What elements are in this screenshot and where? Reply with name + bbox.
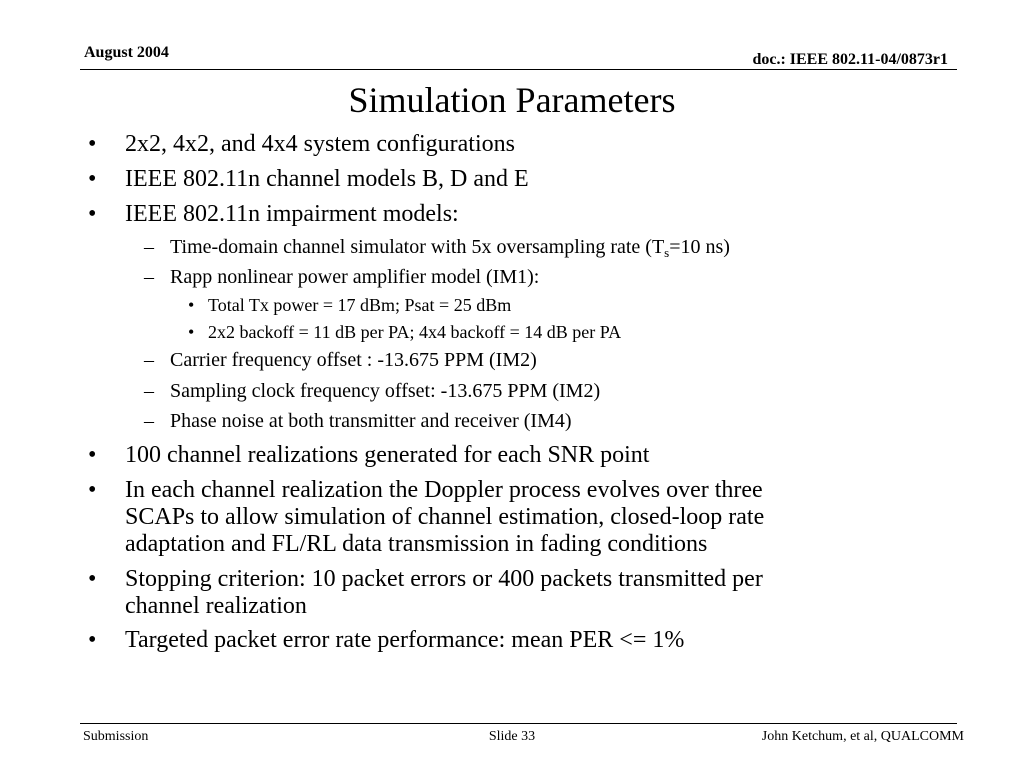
slide-title: Simulation Parameters xyxy=(348,80,676,120)
sub-bullet-text: Sampling clock frequency offset: -13.675 PPM (IM2) xyxy=(170,380,601,402)
bullet-item xyxy=(88,131,515,158)
sub-bullet-text xyxy=(170,236,730,258)
sub-bullet-text: Carrier frequency offset : -13.675 PPM (IM2) xyxy=(170,349,537,371)
bullet-marker: • xyxy=(88,627,97,653)
footer-rule xyxy=(80,723,957,724)
sub-sub-bullet-item xyxy=(188,322,622,342)
bullet-item xyxy=(88,627,685,654)
sub-bullet-text-part: Time-domain channel simulator with 5x oversampling rate (T xyxy=(170,236,665,258)
footer-slide-number: Slide 33 xyxy=(488,729,536,744)
bullet-text: Targeted packet error rate performance: mean PER <= 1% xyxy=(125,627,685,653)
bullet-marker: • xyxy=(188,295,195,315)
header-doc-id: doc.: IEEE 802.11-04/0873r1 xyxy=(752,51,948,68)
sub-bullet-item xyxy=(144,349,537,371)
bullet-marker: • xyxy=(188,322,195,342)
bullet-item xyxy=(88,566,763,620)
subscript-text: s xyxy=(664,245,670,260)
dash-marker: – xyxy=(144,380,154,402)
dash-marker: – xyxy=(144,236,154,258)
bullet-text: IEEE 802.11n channel models B, D and E xyxy=(125,166,529,192)
footer-author: John Ketchum, et al, QUALCOMM xyxy=(761,729,964,744)
sub-bullet-item xyxy=(144,236,730,260)
bullet-marker: • xyxy=(88,477,97,503)
dash-marker: – xyxy=(144,349,154,371)
sub-bullet-item xyxy=(144,410,572,432)
dash-marker: – xyxy=(144,410,154,432)
sub-bullet-text: Phase noise at both transmitter and receiver (IM4) xyxy=(170,410,572,432)
bullet-item xyxy=(88,201,459,228)
sub-bullet-item xyxy=(144,266,540,288)
bullet-text-line: adaptation and FL/RL data transmission in fading conditions xyxy=(125,531,708,557)
sub-sub-bullet-item xyxy=(188,295,512,315)
footer-submission: Submission xyxy=(83,729,149,744)
bullet-marker: • xyxy=(88,566,97,592)
sub-bullet-item xyxy=(144,380,601,402)
header-rule xyxy=(80,69,957,70)
bullet-marker: • xyxy=(88,166,97,192)
sub-sub-bullet-text: 2x2 backoff = 11 dB per PA; 4x4 backoff = 14 dB per PA xyxy=(208,322,622,342)
bullet-text-line: In each channel realization the Doppler process evolves over three xyxy=(125,477,763,503)
bullet-text: 100 channel realizations generated for each SNR point xyxy=(125,442,650,468)
bullet-marker: • xyxy=(88,201,97,227)
sub-sub-bullet-text: Total Tx power = 17 dBm; Psat = 25 dBm xyxy=(208,295,512,315)
bullet-text-line: Stopping criterion: 10 packet errors or 400 packets transmitted per xyxy=(125,566,763,592)
bullet-text-line: SCAPs to allow simulation of channel estimation, closed-loop rate xyxy=(125,504,765,530)
bullet-marker: • xyxy=(88,442,97,468)
bullet-marker: • xyxy=(88,131,97,157)
bullet-text: 2x2, 4x2, and 4x4 system configurations xyxy=(125,131,515,157)
bullet-item xyxy=(88,166,529,193)
bullet-text: IEEE 802.11n impairment models: xyxy=(125,201,459,227)
bullet-text-line: channel realization xyxy=(125,593,307,619)
sub-bullet-text: Rapp nonlinear power amplifier model (IM1): xyxy=(170,266,540,288)
dash-marker: – xyxy=(144,266,154,288)
bullet-item xyxy=(88,442,650,469)
sub-bullet-text-part: =10 ns) xyxy=(669,236,730,258)
header-date: August 2004 xyxy=(84,44,169,61)
bullet-item xyxy=(88,477,765,558)
